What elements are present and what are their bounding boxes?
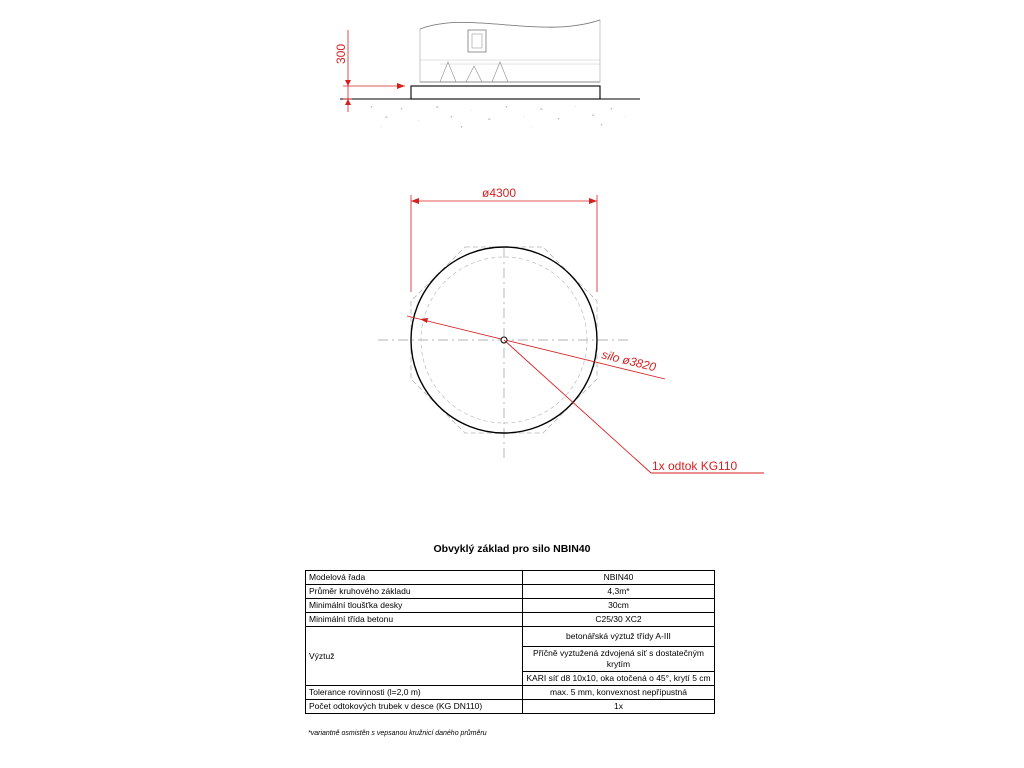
table-row — [306, 613, 715, 627]
svg-text:▵: ▵ — [385, 114, 388, 120]
svg-text:∘: ∘ — [370, 104, 374, 110]
silo-diameter-label: silo ø3820 — [600, 347, 658, 375]
table-row — [306, 599, 715, 613]
slab-diameter-label: ø4300 — [482, 186, 517, 200]
row-label: Počet odtokových trubek v desce (KG DN110) — [306, 700, 523, 714]
table-title: Obvyklý základ pro silo NBIN40 — [433, 543, 591, 555]
svg-text:▵: ▵ — [436, 104, 439, 110]
elevation-view — [334, 20, 640, 130]
row-label: Minimální tloušťka desky — [306, 599, 523, 613]
svg-text:∘: ∘ — [610, 106, 614, 112]
svg-text:·: · — [625, 114, 627, 120]
svg-text:∘: ∘ — [557, 116, 561, 122]
table-row — [306, 627, 715, 647]
svg-text:·: · — [418, 118, 420, 124]
svg-text:∘: ∘ — [600, 122, 604, 128]
svg-text:∘: ∘ — [460, 124, 464, 130]
table-row — [306, 686, 715, 700]
footnote: *variantně osmistěn s vepsanou kružnicí daného průměru — [308, 730, 487, 737]
svg-text:·: · — [523, 114, 525, 120]
svg-text:·: · — [470, 108, 472, 114]
svg-text:▵: ▵ — [540, 106, 543, 112]
height-dimension-label: 300 — [334, 43, 348, 64]
row-label: Minimální třída betonu — [306, 613, 523, 627]
row-value: betonářská výztuž třídy A-III — [523, 627, 715, 647]
row-value: 4,3m* — [523, 585, 715, 599]
row-value: max. 5 mm, konvexnost nepřípustná — [523, 686, 715, 700]
row-label: Výztuž — [306, 627, 523, 686]
row-value: 30cm — [523, 599, 715, 613]
svg-text:▵: ▵ — [592, 112, 595, 118]
row-value: 1x — [523, 700, 715, 714]
svg-text:·: · — [530, 124, 532, 130]
svg-text:∘: ∘ — [450, 114, 454, 120]
svg-text:∘: ∘ — [400, 106, 404, 112]
row-value: KARI síť d8 10x10, oka otočená o 45°, krytí 5 cm — [523, 672, 715, 686]
plan-view — [378, 186, 764, 473]
row-value: Příčně vyztužená zdvojená síť s dostatečným krytím — [523, 647, 715, 672]
row-label: Tolerance rovinnosti (l=2,0 m) — [306, 686, 523, 700]
svg-text:·: · — [380, 124, 382, 130]
svg-text:·: · — [575, 104, 577, 110]
table-row — [306, 585, 715, 599]
svg-text:∘: ∘ — [505, 104, 509, 110]
row-value: C25/30 XC2 — [523, 613, 715, 627]
table-row — [306, 571, 715, 585]
row-label: Modelová řada — [306, 571, 523, 585]
row-value: NBIN40 — [523, 571, 715, 585]
drain-label: 1x odtok KG110 — [652, 459, 738, 473]
table-row — [306, 700, 715, 714]
svg-text:▵: ▵ — [488, 116, 491, 122]
row-label: Průměr kruhového základu — [306, 585, 523, 599]
spec-table — [305, 570, 715, 714]
